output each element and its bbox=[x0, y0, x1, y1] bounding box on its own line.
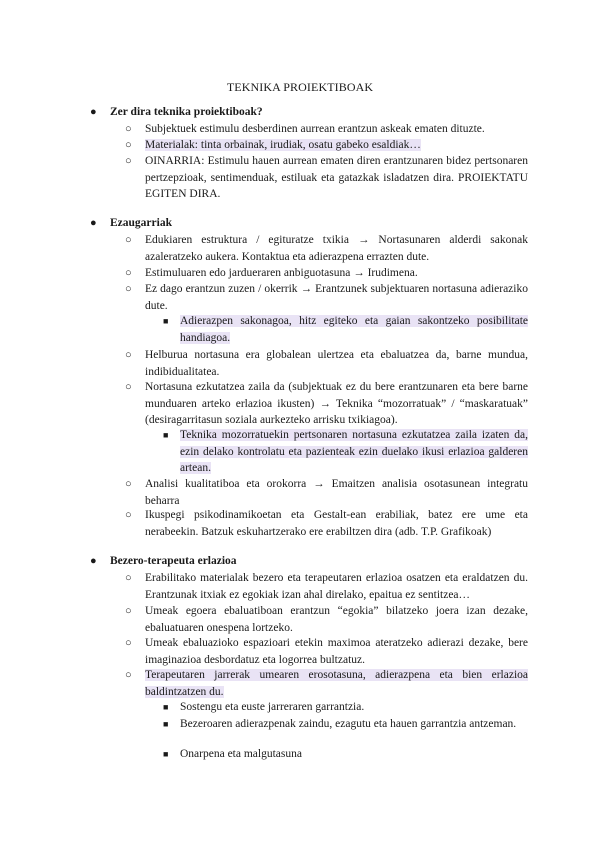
square-bullet-icon: ■ bbox=[163, 749, 169, 759]
square-bullet-icon: ■ bbox=[163, 702, 169, 712]
list-item: ○ Erabilitako materialak bezero eta terapeutaren erlazioa osatzen eta eraldatzen du. Erantzunak itxiak ez egokiak izan ahal direlako, epaitua ez sentitzea… bbox=[125, 572, 528, 601]
square-bullet-icon: ■ bbox=[163, 719, 169, 729]
list-item: ○ Ikuspegi psikodinamikoetan eta Gestalt-ean erabiliak, batez ere ume eta nerabeekin. Batzuk eskuhartzerako ere erabiltzen dira (adb. T.P. Grafikoak) bbox=[125, 509, 528, 538]
sub-list-item: ■ Onarpena eta malgutasuna bbox=[180, 746, 528, 763]
list-item: ○ Umeak egoera ebaluatiboan erantzun “egokia” bilatzeko joera izan dezake, ebaluatuaren onespena lortzeko. bbox=[125, 605, 528, 634]
list-item: ○ Ez dago erantzun zuzen / okerrik → Erantzunek subjektuaren nortasuna adieraziko dute. bbox=[125, 283, 528, 312]
list-item: ○ Helburua nortasuna era globalean ulertzea eta ebaluatzea da, barne mundua, indibidualitatea. bbox=[125, 349, 528, 378]
sub-list-item: ■ Teknika mozorratuekin pertsonaren nortasuna ezkutatzea zaila izaten da, ezin delako kontrolatu eta pazienteak ezin duelako ikusi erlazioa galderen artean. bbox=[163, 429, 528, 474]
list-item: ○ Terapeutaren jarrerak umearen erosotasuna, adierazpena eta bien erlazioa baldintzatzen du. bbox=[125, 669, 528, 698]
circle-bullet-icon: ○ bbox=[125, 283, 132, 295]
heading-bullet-icon: ● bbox=[90, 217, 97, 229]
circle-bullet-icon: ○ bbox=[125, 267, 132, 279]
list-item: ○ Edukiaren estruktura / egituratze txikia → Nortasunaren alderdi sakonak azaleratzeko aukera. Kontaktua eta adierazpena errazten dute. bbox=[125, 234, 528, 263]
materials-text: Materialak: tinta orbainak, irudiak, osatu gabeko esaldiak… bbox=[145, 139, 421, 151]
list-item: ○ Nortasuna ezkutatzea zaila da (subjektuak ez du bere erantzunaren eta bere barne munduaren arteko erlazioa ikusten) → Teknika “mozorratuak” / “maskaratuak” (desiragarritasun soziala aurkezteko arrisku txikiagoa). bbox=[125, 381, 528, 426]
circle-bullet-icon: ○ bbox=[125, 381, 132, 393]
circle-bullet-icon: ○ bbox=[125, 349, 132, 361]
heading-bullet-icon: ● bbox=[90, 106, 97, 118]
circle-bullet-icon: ○ bbox=[125, 669, 132, 681]
heading-bullet-icon: ● bbox=[90, 555, 97, 567]
circle-bullet-icon: ○ bbox=[125, 478, 132, 490]
list-item: ○ OINARRIA: Estimulu hauen aurrean ematen diren erantzunaren bidez pertsonaren pertzepzioak, sentimenduak, estiluak eta gatazkak isladatzen dira. PROIEKTATU EGITEN DIRA. bbox=[125, 155, 528, 200]
document-title: TEKNIKA PROIEKTIBOAK bbox=[226, 80, 374, 94]
circle-bullet-icon: ○ bbox=[125, 234, 132, 246]
sub-list-item: ■ Sostengu eta euste jarreraren garrantzia. bbox=[180, 699, 528, 716]
sub-list-item: ■ Bezeroaren adierazpenak zaindu, ezagutu eta hauen garrantzia antzeman. bbox=[180, 716, 528, 733]
circle-bullet-icon: ○ bbox=[125, 637, 132, 649]
circle-bullet-icon: ○ bbox=[125, 155, 132, 167]
list-item: ○ Subjektuek estimulu desberdinen aurrean erantzun askeak ematen dituzte. bbox=[145, 121, 528, 138]
list-item: ○ Analisi kualitatiboa eta orokorra → Emaitzen analisia osotasunean integratu beharra bbox=[125, 478, 528, 507]
square-bullet-icon: ■ bbox=[163, 430, 169, 440]
list-item bbox=[125, 137, 528, 154]
list-item: ○ Estimuluaren edo jardueraren anbiguotasuna → Irudimena. bbox=[145, 265, 528, 282]
circle-bullet-icon: ○ bbox=[125, 509, 132, 521]
circle-bullet-icon: ○ bbox=[125, 123, 132, 135]
circle-bullet-icon: ○ bbox=[125, 139, 132, 151]
square-bullet-icon: ■ bbox=[163, 316, 169, 326]
circle-bullet-icon: ○ bbox=[125, 605, 132, 617]
sub-list-item: ■ Adierazpen sakonagoa, hitz egiteko eta gaian sakontzeko posibilitate handiagoa. bbox=[163, 315, 528, 344]
list-item: ○ Umeak ebaluazioko espazioari etekin maximoa ateratzeko adierazi dezake, bere imaginazioa desbordatuz eta logorrea bultzatuz. bbox=[125, 637, 528, 666]
circle-bullet-icon: ○ bbox=[125, 572, 132, 584]
